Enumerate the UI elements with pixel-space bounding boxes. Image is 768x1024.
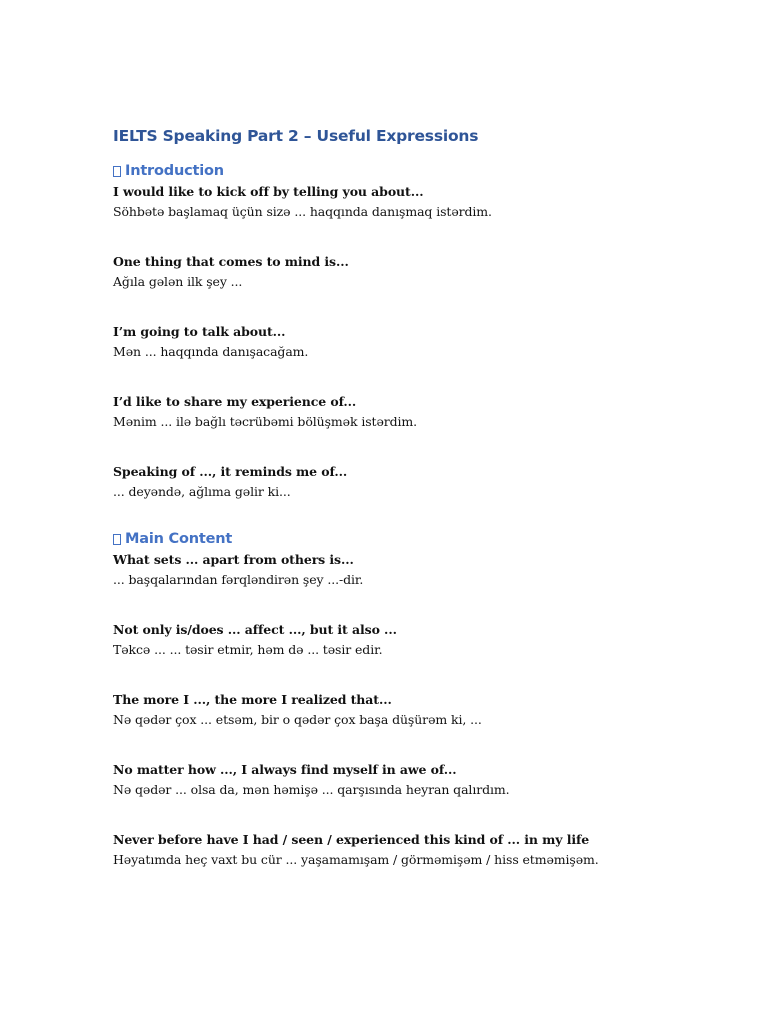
expression-phrase: I’d like to share my experience of... — [113, 394, 357, 409]
document-page — [113, 123, 733, 870]
expression-translation: Təkcə ... ... təsir etmir, həm də ... təsir edir. — [113, 642, 383, 657]
expression-phrase: One thing that comes to mind is... — [113, 254, 349, 269]
expression-translation: Həyatımda heç vaxt bu cür ... yaşamamışam / görməmişəm / hiss etməmişəm. — [113, 852, 599, 867]
expression-item — [113, 182, 733, 222]
section-main-content — [113, 528, 733, 870]
expression-phrase: What sets ... apart from others is... — [113, 552, 354, 567]
expression-translation: Nə qədər ... olsa da, mən həmişə ... qarşısında heyran qalırdım. — [113, 782, 510, 797]
expression-item — [113, 550, 733, 590]
expression-translation: Ağıla gələn ilk şey ... — [113, 274, 243, 289]
section-heading-label: Introduction — [125, 163, 224, 179]
expression-item — [113, 322, 733, 362]
expression-item — [113, 252, 733, 292]
expression-item — [113, 620, 733, 660]
expression-translation: Mən ... haqqında danışacağam. — [113, 344, 309, 359]
section-heading-introduction — [113, 160, 733, 182]
expression-translation: Söhbətə başlamaq üçün sizə ... haqqında danışmaq istərdim. — [113, 204, 492, 219]
expression-phrase: I would like to kick off by telling you about... — [113, 184, 424, 199]
expression-item — [113, 392, 733, 432]
expression-translation: ... deyəndə, ağlıma gəlir ki... — [113, 484, 291, 499]
section-introduction — [113, 160, 733, 502]
expression-item — [113, 760, 733, 800]
missing-glyph-icon — [113, 166, 121, 177]
expression-translation: Mənim ... ilə bağlı təcrübəmi bölüşmək istərdim. — [113, 414, 418, 429]
expression-phrase: Not only is/does ... affect ..., but it also ... — [113, 622, 397, 637]
expression-translation: Nə qədər çox ... etsəm, bir o qədər çox başa düşürəm ki, ... — [113, 712, 482, 727]
expression-phrase: No matter how ..., I always find myself in awe of... — [113, 762, 457, 777]
expression-phrase: Never before have I had / seen / experienced this kind of ... in my life — [113, 832, 590, 847]
section-heading-main-content — [113, 528, 733, 550]
section-heading-label: Main Content — [125, 531, 233, 547]
expression-item — [113, 690, 733, 730]
expression-phrase: I’m going to talk about... — [113, 324, 286, 339]
expression-item — [113, 830, 733, 870]
expression-phrase: The more I ..., the more I realized that... — [113, 692, 392, 707]
expression-phrase: Speaking of ..., it reminds me of... — [113, 464, 348, 479]
missing-glyph-icon — [113, 534, 121, 545]
expression-item — [113, 462, 733, 502]
page-title: IELTS Speaking Part 2 – Useful Expressions — [113, 127, 479, 145]
expression-translation: ... başqalarından fərqləndirən şey ...-dir. — [113, 572, 364, 587]
